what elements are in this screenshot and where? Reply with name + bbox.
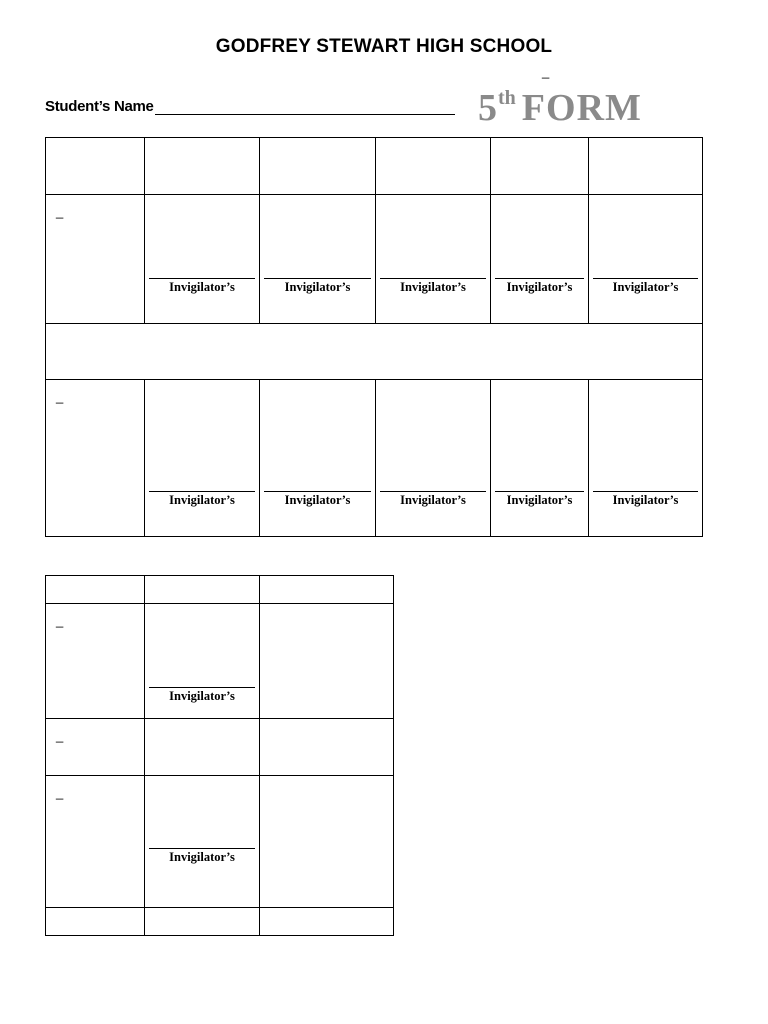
signature-cell[interactable] (376, 195, 491, 324)
table-cell (589, 138, 703, 195)
signature-cell[interactable] (260, 195, 376, 324)
signature-cell[interactable] (589, 380, 703, 537)
table-row (46, 380, 703, 537)
invigilator-signature: Invigilator’s (149, 687, 255, 704)
signature-cell[interactable] (145, 604, 260, 719)
table-cell (46, 908, 145, 936)
invigilator-signature: Invigilator’s (264, 278, 371, 295)
table-cell (260, 908, 394, 936)
table-header-row (46, 138, 703, 195)
table-cell (46, 195, 145, 324)
invigilator-signature: Invigilator’s (593, 278, 698, 295)
exam-schedule-table-2 (45, 575, 394, 936)
invigilator-signature: Invigilator’s (149, 848, 255, 865)
table-cell (46, 719, 145, 776)
table-row-spacer (46, 324, 703, 380)
top-dash-mark: _ (542, 64, 550, 79)
table-row (46, 195, 703, 324)
invigilator-signature: Invigilator’s (380, 278, 486, 295)
fifth-form-logo (478, 86, 642, 130)
form-number: 5 (478, 87, 498, 129)
table-cell (46, 380, 145, 537)
table-cell-merged (46, 324, 703, 380)
school-title: GODFREY STEWART HIGH SCHOOL (215, 36, 553, 57)
invigilator-signature: Invigilator’s (495, 491, 584, 508)
table-cell (491, 138, 589, 195)
row-marker: _ (56, 613, 64, 628)
invigilator-signature: Invigilator’s (149, 278, 255, 295)
student-name-row (45, 98, 455, 115)
invigilator-signature: Invigilator’s (380, 491, 486, 508)
table-row (46, 719, 394, 776)
form-suffix: th (498, 87, 516, 109)
invigilator-signature: Invigilator’s (264, 491, 371, 508)
row-marker: _ (56, 389, 64, 404)
table-cell (145, 908, 260, 936)
invigilator-signature: Invigilator’s (149, 491, 255, 508)
signature-cell[interactable] (491, 380, 589, 537)
table-cell (260, 604, 394, 719)
row-marker: _ (56, 204, 64, 219)
table-cell (145, 138, 260, 195)
table-cell (260, 576, 394, 604)
table-row (46, 776, 394, 908)
table-row (46, 604, 394, 719)
table-header-row (46, 576, 394, 604)
table-cell (376, 138, 491, 195)
exam-schedule-table (45, 137, 703, 537)
table-cell (260, 719, 394, 776)
invigilator-signature: Invigilator’s (495, 278, 584, 295)
table-cell (46, 576, 145, 604)
row-marker: _ (56, 785, 64, 800)
signature-cell[interactable] (376, 380, 491, 537)
signature-cell[interactable] (589, 195, 703, 324)
signature-cell[interactable] (145, 776, 260, 908)
invigilator-signature: Invigilator’s (593, 491, 698, 508)
student-name-label: Student’s Name (45, 98, 154, 115)
table-cell (260, 138, 376, 195)
table-cell (46, 138, 145, 195)
table-row (46, 908, 394, 936)
signature-cell[interactable] (260, 380, 376, 537)
signature-cell[interactable] (145, 380, 260, 537)
form-word: FORM (521, 87, 642, 129)
table-cell (260, 776, 394, 908)
table-cell (145, 576, 260, 604)
row-marker: _ (56, 728, 64, 743)
student-name-line[interactable] (155, 98, 455, 115)
table-cell (46, 604, 145, 719)
table-cell (46, 776, 145, 908)
signature-cell[interactable] (491, 195, 589, 324)
signature-cell[interactable] (145, 195, 260, 324)
table-cell (145, 719, 260, 776)
